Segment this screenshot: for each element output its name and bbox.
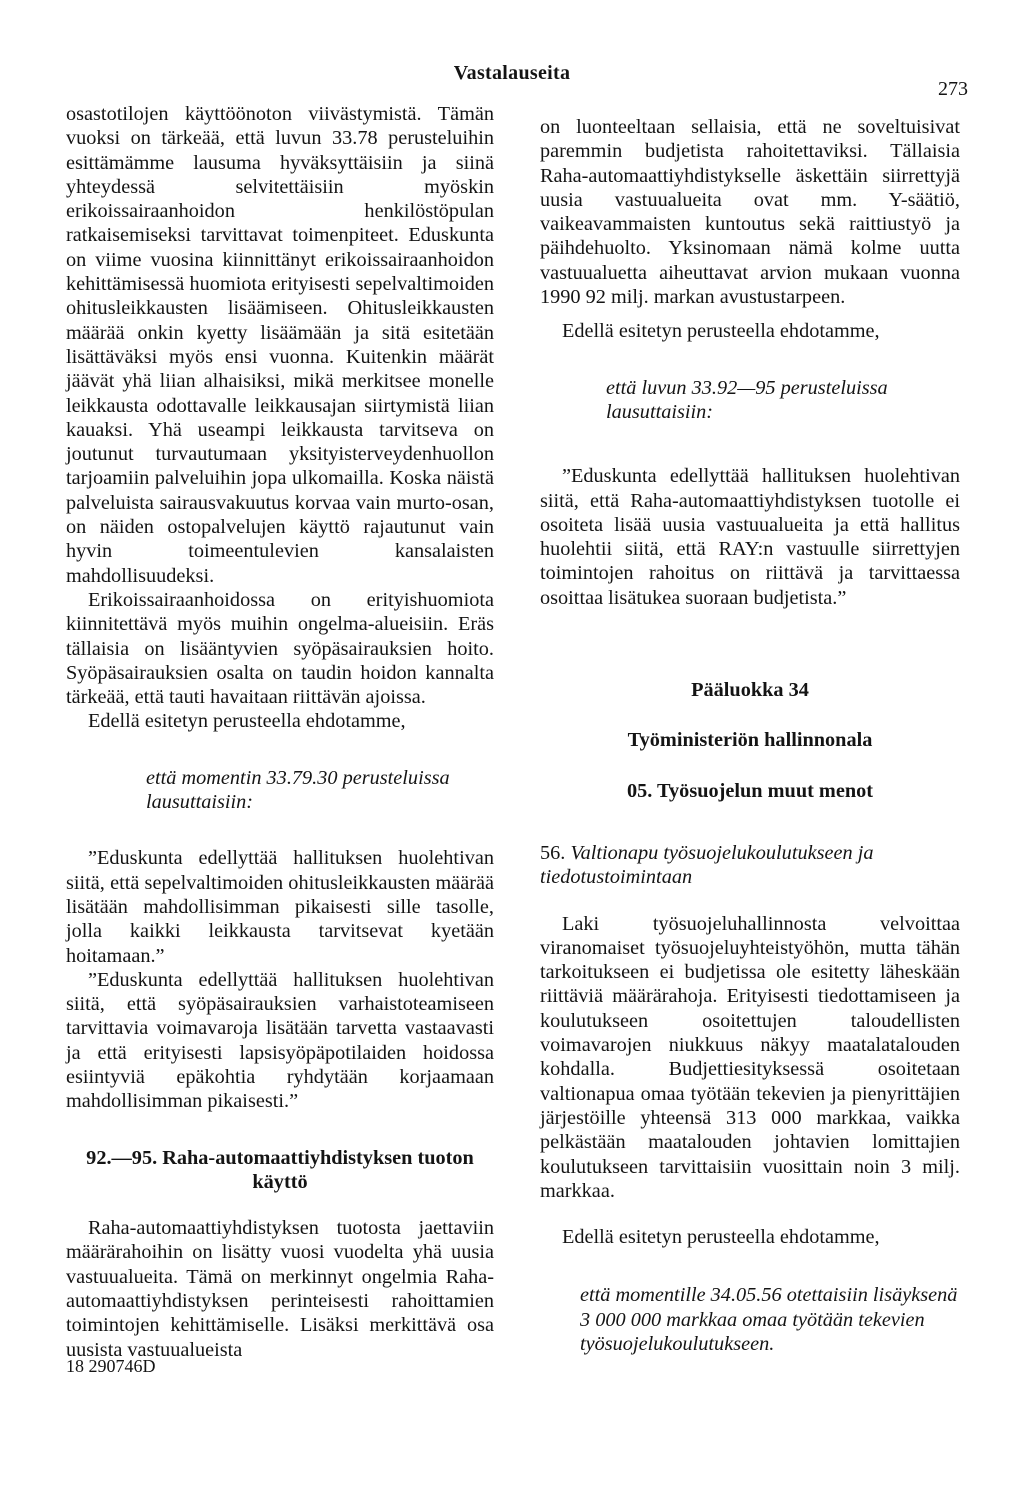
chapter-heading: 05. Työsuojelun muut menot [626,779,874,802]
item-heading [540,841,960,890]
left-quotes [66,846,494,1113]
left-quote-1: ”Eduskunta edellyttää hallituksen huolehtivan siitä, että sepelvaltimoiden ohitusleikkausten määrää lisätään mahdollisimman pikaisesti sille tasolle, jolla kaikki leikkausta tarvitsevat kyetään hoitamaan.” [66,847,494,967]
right-quote: ”Eduskunta edellyttää hallituksen huolehtivan siitä, että Raha-automaattiyhdistyksen tuotolle ei osoiteta lisää uusia vastuualueita ja että hallitus huolehtii siitä, että RAY:n vastuulle siirrettyjen toimintojen rahoitus on riittävä ja tarvittaessa osoittaa lisätukea suoraan budjetista.” [540,465,960,609]
item-title: Valtionapu työsuojelukoulutukseen ja tiedotustoimintaan [540,841,874,889]
section-heading: 92.—95. Raha-automaattiyhdistyksen tuoton käyttö [86,1146,474,1193]
right-paragraph-2: Edellä esitetyn perusteella ehdotamme, [562,320,880,343]
page-number: 273 [938,78,968,100]
left-motion: että momentin 33.79.30 perusteluissa lausuttaisiin: [146,766,450,814]
running-title: Vastalauseita [453,62,571,84]
left-column [66,102,494,1362]
right-motion-1: että luvun 33.92—95 perusteluissa lausuttaisiin: [606,376,888,423]
right-paragraph-3: Laki työsuojeluhallinnosta velvoittaa viranomaiset työsuojeluyhteistyöhön, mutta tähän tarkoitukseen ei budjetissa ole esitetty läheskään riittäviä määrärahoja. Erityisesti tiedottamiseen ja koulutukseen osoitettujen taloudellisten voimavarojen niukkuus näkyy maatalatalouden kohdalla. Budjettiesityksessä osoitetaan valtionapua omaa työtään tekevien ja pienyrittäjien järjestöille yhteensä 313 000 markkaa, vaikka pelkästään maatalouden johtavien lomittajien koulutukseen tarvittaisiin vuosittain noin 3 milj. markkaa. [540,912,960,1202]
left-quote-2: ”Eduskunta edellyttää hallituksen huolehtivan siitä, että syöpäsairauksien varhaistoteamiseen tarvittavia voimavaroja lisätään tarvetta vastaavasti ja että erityisesti lapsisyöpäpotilaiden hoidossa esiintyviä epäkohtia ryhdytään korjaamaan mahdollisimman pikaisesti.” [66,968,494,1113]
right-column [540,115,960,1356]
left-paragraph-3: Edellä esitetyn perusteella ehdotamme, [88,710,406,733]
left-paragraph-1: osastotilojen käyttöönoton viivästymistä. Tämän vuoksi on tärkeää, että luvun 33.78 perusteluihin esittämämme lausuma hyväksyttäisiin ja siinä yhteydessä selvitettäisiin myöskin erikoissairaanhoidon henkilöstöpulan ratkaisemiseksi tarvittavat toimenpiteet. Eduskunta on viime vuosina kiinnittänyt erikoissairaanhoidon kehittämisessä huomiota erityisesti sepelvaltimoiden ohitusleikkausten lisäämiseen. Ohitusleikkausten määrää onkin kyetty lisäämään ja sitä esitetään lisättäväksi myös ensi vuonna. Kuitenkin määrät jäävät yhä liian alhaisiksi, mikä merkitsee monelle leikkausta odottavalle leikkausajan siirtymistä liian kauaksi. Yhä useampi leikkausta tarvitseva on joutunut turvautumaan yksityisterveydenhuollon tarjoamiin palveluihin jopa ulkomailla. Koska näistä palveluista sairausvakuutus korvaa vain murto-osan, on näiden ostopalvelujen käyttö rajautunut vain hyvin toimeentulevien kansalaisten mahdollisuudeksi. [66,103,494,587]
ministry-heading: Työministeriön hallinnonala [627,729,873,752]
left-paragraph-2: Erikoissairaanhoidossa on erityishuomiota kiinnitettävä myös muihin ongelma-alueisiin. Eräs tällaisia on lisääntyvien syöpäsairauksien hoito. Syöpäsairauksien osalta on taudin hoidon kannalta tärkeää, että tauti havaitaan riittävän ajoissa. [66,588,494,709]
right-paragraph-4: Edellä esitetyn perusteella ehdotamme, [562,1226,880,1249]
right-paragraph-1: on luonteeltaan sellaisia, että ne soveltuisivat paremmin budjetista rahoitettaviksi. Tällaisia Raha-automaattiyhdistykselle äskettäin siirrettyjä uusia vastuualueita ovat mm. Y-säätiö, vaikeavammaisten kuntoutus sekä raittiustyö ja päihdehuolto. Yksinomaan nämä kolme uutta vastuualuetta aiheuttavat arvion mukaan vuonna 1990 92 milj. markan avustustarpeen. [540,116,960,309]
left-paragraph-4: Raha-automaattiyhdistyksen tuotosta jaettaviin määrärahoihin on lisätty vuosi vuodelta yhä uusia vastuualueita. Tämä on merkinnyt ongelmia Raha-automaattiyhdistyksen perinteisesti rahoittamien toimintojen kehittämiselle. Lisäksi merkittävä osa uusista vastuualueista [66,1217,494,1361]
item-number: 56. [540,841,566,864]
print-code: 18 290746D [66,1356,156,1376]
right-motion-2: että momentille 34.05.56 otettaisiin lisäyksenä 3 000 000 markkaa omaa työtään tekevien työsuojelukoulutukseen. [580,1284,958,1355]
main-class-heading: Pääluokka 34 [691,679,809,702]
